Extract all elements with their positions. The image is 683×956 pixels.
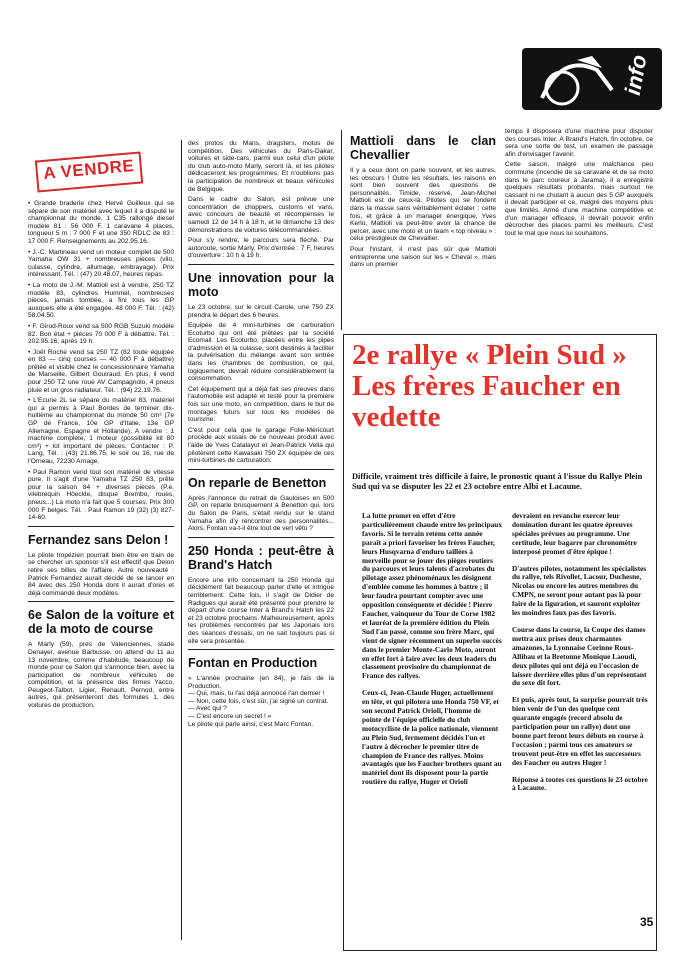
classified-6: • L'Ecurie 2L se sépare du matériel 83, matériel qui a permis à Paul Bordes de terminer dix-huitième au championnat du monde 50 cm³ (7e GP de France, 10e GP d'Italie, 13e GP Allemagne, Espagne et Hollande). A vendre : 1 machine complète, 1 moteur (possibilité kit 80 cm³) + lot important de pièces. Contacter : P. Lang, Tél. : (43) 21.86.75, le soir ou 16, rue de l'Orneau, 72230 Arnage. xyxy=(28,397,174,465)
innovation-p3: Cet équipement qui a déjà fait ses preuves dans l'automobile est adapté et testé pour la première fois sur une moto, en compétition, dans le but de montages futurs sur tous les modèles de tourisme. xyxy=(188,385,334,424)
fontan-line-2: — Qui, mais, tu l'as déjà annoncé l'an dernier ! xyxy=(188,690,325,698)
fontan-line-3: — Non, cette fois, c'est sûr, j'ai signé un contrat. xyxy=(188,697,329,705)
logo-text: info xyxy=(619,52,652,97)
innovation-heading: Une innovation pour la moto xyxy=(188,270,334,299)
benetton-heading: On reparle de Benetton xyxy=(188,475,327,490)
rally-left-column xyxy=(362,512,502,942)
fontan-line-1: « L'année prochaine (en 84), je fais de la Production. xyxy=(188,675,334,690)
fernandez-heading: Fernandez sans Delon ! xyxy=(28,532,169,547)
classified-7: • Paul Ramon vend tout son matériel de vitesse pure. Il s'agit d'une Yamaha TZ 250 83, prête pour la saison 84 + diverses pièces (P.e. vilebrequin Höeckle, disque Brembo, roues, pneus...) La moto n'a fait que 5 courses. Prix 300 000 F belges. Tél. : Paul Ramon 19 (32) (3) 827-14-60. xyxy=(28,468,174,522)
fontan-line-5: — C'est encore un secret ! » xyxy=(188,713,272,721)
fontan-line-4: — Avec qui ? xyxy=(188,705,227,713)
innovation-p4: C'est pour cela que le garage Folie-Méricourt procède aux essais de ce nouveau produit avec l'aide de Yves Catalayut et Jean-Patrick Vella qui pilotèrent cette Kawasaki 750 ZX équipée de ces mini-turbines de carburation. xyxy=(188,426,334,465)
classified-2: • J.-C. Martineau vend un moteur complet de 500 Yamaha OW 31 + nombreuses pièces (vilo, culasse, cylindre, allumage, embrayage). Prix intéressant. Tél. : (47) 20.48.07, heures repas. xyxy=(28,248,174,279)
salon-heading: 6e Salon de la voiture et de la moto de course xyxy=(28,608,174,637)
col4-p1: temps il disposera d'une machine pour disputer des courses Inter. A Brand's Hatch, fin octobre, ce sera une sorte de test, un examen de passage afin d'envisager l'avenir. xyxy=(505,128,653,158)
rally-right-column xyxy=(512,512,648,942)
banner-title: A VENDRE xyxy=(42,156,136,183)
rally-intro: Difficile, vraiment très difficile à faire, le pronostic quant à l'issue du Rallye Plein Sud qui va se disputer les 22 et 23 octobre entre Albi et Lacaune. xyxy=(352,472,643,491)
classified-5: • Joël Roche vend sa 250 TZ (82 toute équipée en 83 — cinq courses — 40 000 F à débattre) prêtée et visible chez le concessionnaire Yamaha de Marseille, Gilbert Gouiraud. En plus, il vend pour 250 TZ une roue AV Campagnolo, 4 pneus pluie et un gros radiateur. Tél. : (94) 22.19.76. xyxy=(28,348,174,394)
salon-text: A Marly (59), près de Valenciennes, stade Denayer, avenue Barbusse, on attend du 11 au 13 novembre, comme d'habitude, beaucoup de monde pour ce Salon qui s'annonce bien, avec la participation de nombreux véhicules de compétition, et la présence des firmes Yacco, Peugeot-Talbot, Ligier, Renault, Pernod, entre autres, qui présenteront des formules 1, des voitures de production, xyxy=(28,641,174,710)
rally-left-p2: Ceux-ci, Jean-Claude Huger, actuellement en tête, et qui pilotera une Honda 750 VF, et son second Patrick Orioli, l'homme de pointe de l'équipe officielle du club motocycliste de la police nationale, viennent au Plein Sud, fermement décidés l'un et l'autre à décrocher le premier titre de champion de France des rallyes. Moins avantagés que les Faucher brothers quant au matériel dont ils disposent pour la partie routière du rallye, Huger et Orioli xyxy=(362,688,502,787)
innovation-p2: Equipée de 4 mini-turbines de carburation Ecoturbo qui ont été prêtées par la société Ecomail. Les Ecoturbo, placées entre les pipes d'admission et la culasse, sont destinés à faciliter la pulvérisation du mélange avant son entrée dans les chambres de combustion, ce qui, logiquement, devrait réduire considérablement la consommation. xyxy=(188,322,334,383)
salon-cont-3: Pour s'y rendre, le parcours sera fléché. Par autoroute, sortie Marly. Prix d'entrée : 7 F, heures d'ouverture : 10 h à 19 h. xyxy=(188,237,334,260)
a-vendre-banner xyxy=(28,150,146,192)
mattioli-p2: Pour l'instant, il n'est pas sûr que Mattioli entreprenne une saison sur les « Cheval », mais dans un premier xyxy=(350,245,496,269)
innovation-p1: Le 23 octobre, sur le circuit Carole, une 750 ZX prendra le départ des 6 heures. xyxy=(188,303,334,319)
fontan-line-6: Le pilote qui parle ainsi, c'est Marc Fontan. xyxy=(188,720,314,728)
rally-right-p2: D'autres pilotes, notamment les spécialistes du rallye, tels Rivollet, Lacour, Duchesne, Nicolas ou encore les autres membres du CMPN, ne seront pour autant pas là pour faire de la figuration, et sauront exploiter les moindres faux pas des favoris. xyxy=(512,563,647,618)
column-3 xyxy=(350,134,496,330)
classified-4: • F. Girod-Roux vend sa 500 RGB Suzuki modèle 82. Bon état + pièces 70 000 F à débattre. Tél. : 202.95.16, après 19 h. xyxy=(28,322,174,346)
column-1 xyxy=(28,200,174,945)
rally-title: 2e rallye « Plein Sud » Les frères Faucher en vedette xyxy=(352,339,627,433)
rally-right-p5: Réponse à toutes ces questions le 23 octobre à Lacaune. xyxy=(512,774,648,793)
rally-right-p4: Et puis, après tout, la surprise pourrait très bien venir de l'un des quelque cent quarante engagés (record absolu de participation pour un rallye) dont une bonne part feront leurs débuts en course à l'occasion ; parmi tous ces amateurs se trouvent peut-être en effet les successeurs des Faucher ou autres Huger ! xyxy=(512,695,648,767)
rally-right-p3: Course dans la course, la Coupe des dames mettra aux prises deux charmantes amazones, la Lyonnaise Corinne Roux-Allibau et la Bretonne Monique Laoudi, deux pilotes qui ont déjà eu l'occasion de laisser derrière elles plus d'un représentant du sexe dit fort. xyxy=(512,624,647,688)
rally-left-p1: La lutte promet en effet d'être particulièrement chaude entre les principaux favoris. Si le terrain retenu cette année paraît a priori favoriser les frères Faucher, leurs Husqvarna d'enduro taillées à merveille pour se jouer des pièges routiers du parcours et leurs talents d'acrobates du pilotage assez phénoménaux les désignent d'emblée comme les hommes à battre ; il leur faudra pourtant compter avec une opposition conséquente et décidée ! Pierre Faucher, vainqueur du Tour de Corse 1982 et lauréat de la première édition du Plein Sud l'an passé, comme son frère Marc, qui vient de signer récemment un superbe succès dans le premier Monte-Carlo Moto, auront en effet fort à faire avec les deux leaders du classement provisoire du championnat de France des rallyes. xyxy=(362,512,502,681)
honda-heading: 250 Honda : peut-être à Brand's Hatch xyxy=(188,543,334,572)
column-4 xyxy=(505,128,653,328)
rally-right-p1: devraient en revanche exercer leur domination durant les quatre épreuves spéciales prévues au programme. Une certitude, leur bagarre par chronomètre interposé promet d'être épique ! xyxy=(512,512,637,556)
page-number: 35 xyxy=(640,915,654,929)
col4-p2: Cette saison, malgré une malchance peu commune (incendie de sa caravane et de sa moto dans le parc coureur à Jarama), il a enregistré quelques résultats probants, mais surtout ne cassant ni ne chutant à aucun des 5 GP auxquels il devait participer et ce, malgré des moyens plus que limités. Armé d'une machine compétitive et d'un manager efficace, il devrait pouvoir enfin décrocher des places parmi les meilleurs. C'est tout le mal que nous lui souhaitons. xyxy=(505,161,653,237)
fontan-heading: Fontan en Production xyxy=(188,656,318,671)
info-logo xyxy=(522,48,662,110)
classified-1: • Grande braderie chez Hervé Guilleux qui se sépare de son matériel avec lequel il a disputé le championnat du monde. 1 C35 rallongé diesel modèle 81 : 56 000 F. 1 caravane 4 places, longueur 5 m : 7 000 F et une 350 RDLC de 83 : 17 000 F. Renseignements au 202.95.16. xyxy=(28,200,174,245)
salon-cont-1: des protos du Mans, dragsters, motos de compétition. Des véhicules du Paris-Dakar, voitures et side-cars, parmi eux celui d'un pilote du club auto-moto Marly, seront là, et les pilotes dédicaceront les programmes. Et n'oublions pas la participation de nombreux et beaux véhicules de Belgique. xyxy=(188,140,334,193)
mattioli-p1: Il y a ceux dont on parle souvent, et les autres, les obscurs ! Outre les résultats, les raisons en sont bien souvent des questions de personnalités. Timide, réservé, Jean-Michel Mattioli est de ceux-là. Pilotes qui se fondent dans la masse sans véritablement éclater : cette fois, et grâce à un manager énergique, Yves Kerlo, Mattioli va peut-être avoir la chance de percer, avec une moto et un team « top niveau » : celui prestigieux de Chevallier. xyxy=(350,167,496,243)
mattioli-heading: Mattioli dans le clan Chevallier xyxy=(350,134,496,162)
classified-3: • La moto de J.-M. Mattioli est à vendre, 250 TZ modèle 83, cylindres Hummel, nombreuses pièces, jamais tombée, a fini tous les GP auxquels elle a été engagée. 48 000 F. Tél. : (42) 58.04.50. xyxy=(28,281,174,320)
salon-cont-2: Dans le cadre du Salon, est prévue une concentration de choppers, customs et vans, avec concours de beauté et récompenses le samedi 12 de 14 h à 18 h, et le dimanche 13 des démonstrations de voitures télécommandées. xyxy=(188,196,334,234)
fernandez-text: Le pilote tropézien pourrait bien être en train de se chercher un sponsor s'il est effectif que Delon retire ses billes de l'affaire. Autre nouveauté : Patrick Fernandez aurait décidé de se lancer en 84 avec des 250 Honda dont il aurait d'ores et déjà commandé deux modèles. xyxy=(28,551,174,597)
column-2 xyxy=(188,140,334,945)
benetton-text: Après l'annonce du retrait de Gauloises en 500 GP, on reparle brusquement à Benetton qui, lors du Salon de Paris, s'était rendu sur le stand Yamaha afin d'y rencontrer des personnalités... Alors, Fontan va-t-il être tout de vert vêtu ? xyxy=(188,494,334,533)
honda-text: Encore une info concernant la 250 Honda qui décidément fait beaucoup parler d'elle et intrigue terriblement. Cette fois, il s'agit de Didier de Radigues qui aurait été présenté pour prendre le départ d'une course Inter à Brand's Hatch les 22 et 23 octobre prochains. Malheureusement, après les problèmes rencontrés par les Japonais lors des séances d'essais, on ne sait toujours pas si elle sera présentée. xyxy=(188,576,334,645)
